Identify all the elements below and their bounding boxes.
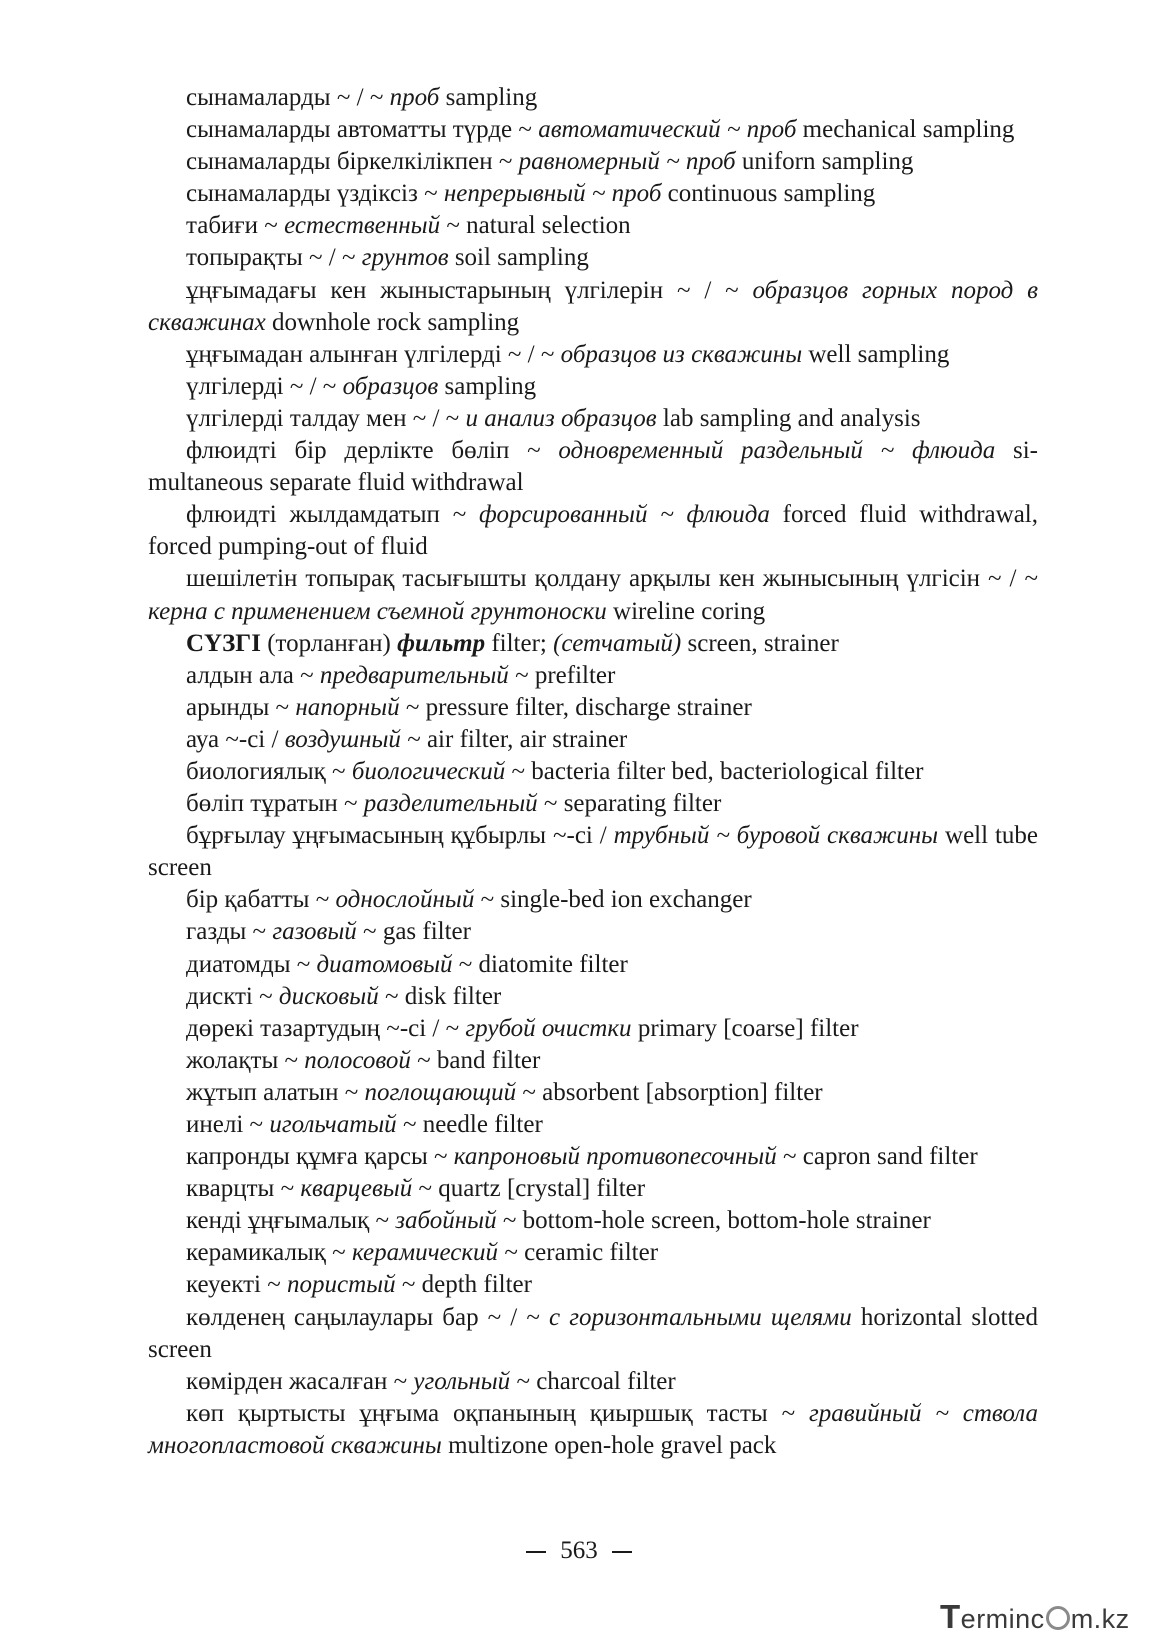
dictionary-entry — [148, 1237, 1038, 1269]
dictionary-entry — [148, 981, 1038, 1013]
term-english: forced fluid withdrawal, forced pumping-out of fluid — [148, 501, 1038, 561]
term-russian: игольчатый — [269, 1111, 397, 1138]
term-english: ~ charcoal filter — [510, 1367, 676, 1395]
dictionary-entry — [148, 563, 1038, 627]
term-kazakh: ұңғымадан алынған үлгілерді ~ / ~ — [186, 340, 561, 368]
dictionary-entry — [148, 210, 1038, 242]
termincom-logo — [940, 1598, 1130, 1634]
dictionary-entry — [148, 724, 1038, 756]
dictionary-entry — [148, 788, 1038, 820]
term-russian: непрерывный ~ проб — [443, 180, 662, 208]
term-russian: керамический — [351, 1239, 499, 1267]
dictionary-entry — [148, 884, 1038, 916]
dictionary-entry — [148, 1077, 1038, 1109]
term-kazakh: көмірден жасалған ~ — [186, 1367, 414, 1395]
dictionary-entry — [148, 371, 1038, 403]
dictionary-entry — [148, 820, 1038, 884]
dictionary-entry — [148, 114, 1038, 146]
term-kazakh: кенді ұңғымалық ~ — [186, 1207, 396, 1235]
dictionary-entry — [148, 692, 1038, 724]
headword-kazakh: СҮЗГІ — [186, 629, 261, 657]
term-english: ~ natural selection — [440, 212, 631, 240]
term-english: ~ air filter, air strainer — [400, 725, 628, 753]
term-english: downhole rock sampling — [265, 308, 520, 336]
term-english: horizontal slotted screen — [148, 1303, 1038, 1363]
term-english: sampling — [438, 372, 537, 400]
term-kazakh: диатомды ~ — [186, 950, 317, 978]
term-russian: образцов из скважины — [560, 340, 803, 368]
term-kazakh: бір қабатты ~ — [186, 886, 336, 914]
dictionary-entry — [148, 275, 1038, 339]
logo-ring-icon — [1046, 1606, 1070, 1630]
logo-letter-t: T — [940, 1598, 961, 1635]
dictionary-entry — [148, 1269, 1038, 1301]
headword-entry — [148, 628, 1038, 660]
term-kazakh: жолақты ~ — [186, 1046, 305, 1074]
term-english: ~ band filter — [410, 1046, 541, 1074]
term-english: ~ bottom-hole screen, bottom-hole strainer — [496, 1207, 931, 1235]
term-kazakh: бөліп тұратын ~ — [186, 790, 364, 818]
term-kazakh: шешілетін топырақ тасығышты қолдану арқылы кен жынысының үлгісін ~ / ~ — [186, 565, 1038, 593]
term-english: ~ single-bed ion exchanger — [474, 886, 752, 914]
term-english: lab sampling and analysis — [656, 404, 921, 432]
term-russian: одновременный раздельный ~ флюида — [558, 437, 996, 465]
dictionary-entry — [148, 339, 1038, 371]
dictionary-entry — [148, 499, 1038, 563]
term-kazakh: инелі ~ — [186, 1111, 270, 1138]
term-kazakh: сынамаларды біркелкілікпен ~ — [186, 148, 519, 176]
term-russian: образцов — [342, 372, 439, 400]
term-russian: кварцевый — [300, 1175, 413, 1203]
term-english: ~ depth filter — [395, 1271, 532, 1299]
term-kazakh: керамикалық ~ — [186, 1239, 352, 1267]
term-russian: равномерный ~ проб — [518, 148, 736, 176]
term-english: mechanical sampling — [796, 116, 1015, 144]
dictionary-entry — [148, 178, 1038, 210]
term-kazakh: дөрекі тазартудың ~-сі / ~ — [186, 1014, 466, 1042]
term-russian: угольный — [413, 1367, 511, 1395]
term-russian: газовый — [272, 918, 357, 946]
term-russian: грубой очистки — [465, 1014, 632, 1042]
term-english: ~ diatomite filter — [452, 950, 628, 978]
term-russian: поглощающий — [364, 1078, 517, 1106]
term-kazakh: биологиялық ~ — [186, 757, 352, 785]
term-russian: проб — [389, 84, 440, 111]
dictionary-entry — [148, 1205, 1038, 1237]
term-russian: автоматический ~ проб — [538, 116, 797, 144]
term-english: ~ needle filter — [396, 1111, 543, 1138]
dictionary-entry — [148, 82, 1038, 114]
term-english: sampling — [439, 84, 538, 111]
dictionary-entry — [148, 1302, 1038, 1366]
term-kazakh: сынамаларды ~ / ~ — [186, 84, 390, 111]
term-kazakh: арынды ~ — [186, 693, 296, 721]
dictionary-entry — [148, 1013, 1038, 1045]
dictionary-entry — [148, 1173, 1038, 1205]
term-kazakh: сынамаларды автоматты түрде ~ — [186, 116, 539, 144]
headword-english: filter; — [485, 629, 554, 657]
term-english: uniforn sampling — [735, 148, 914, 176]
dictionary-entry — [148, 916, 1038, 948]
dictionary-entry — [148, 146, 1038, 178]
term-russian: биологический — [351, 757, 506, 785]
term-english: continuous sampling — [661, 180, 876, 208]
term-russian: образцов горных пород в скважинах — [148, 276, 1038, 336]
logo-text-rest: m.kz — [1070, 1604, 1130, 1634]
term-english: primary [coarse] filter — [631, 1014, 859, 1042]
term-kazakh: үлгілерді талдау мен ~ / ~ — [186, 404, 466, 432]
logo-text: erminc — [960, 1604, 1045, 1634]
term-russian: капроновый противопесочный — [453, 1143, 777, 1171]
dictionary-entry — [148, 1366, 1038, 1398]
dictionary-entry — [148, 1045, 1038, 1077]
term-russian: пористый — [286, 1271, 396, 1299]
dictionary-entry — [148, 242, 1038, 274]
footer-dash-right — [612, 1551, 632, 1553]
page-number: 563 — [560, 1537, 598, 1564]
term-russian: форсированный ~ флюида — [479, 501, 770, 529]
term-russian: воздушный — [284, 725, 401, 753]
term-english: ~ quartz [crystal] filter — [412, 1175, 646, 1203]
term-kazakh: сынамаларды үздіксіз ~ — [186, 180, 444, 208]
term-kazakh: флюидті бір дерлікте бөліп ~ — [186, 437, 559, 465]
term-russian: однослойный — [335, 886, 475, 914]
term-english: ~ gas filter — [356, 918, 471, 946]
term-russian: напорный — [295, 693, 400, 721]
term-english: ~ capron sand filter — [776, 1143, 978, 1171]
dictionary-entry — [148, 756, 1038, 788]
dictionary-entry — [148, 435, 1038, 499]
term-kazakh: табиғи ~ — [186, 212, 285, 240]
footer-dash-left — [526, 1551, 546, 1553]
term-english: ~ ceramic filter — [498, 1239, 659, 1267]
term-english: multizone open-hole gravel pack — [441, 1431, 777, 1459]
term-kazakh: ауа ~-сі / — [186, 725, 285, 753]
term-kazakh: алдын ала ~ — [186, 661, 320, 689]
term-kazakh: ұңғымадағы кен жыныстарының үлгілерін ~ / ~ — [186, 276, 753, 304]
term-kazakh: топырақты ~ / ~ — [186, 244, 362, 272]
page-footer — [0, 1537, 1158, 1565]
term-russian: естественный — [284, 212, 441, 240]
term-english: ~ bacteria filter bed, bacteriological filter — [505, 757, 924, 785]
term-kazakh: кеуекті ~ — [186, 1271, 287, 1299]
dictionary-entry — [148, 403, 1038, 435]
term-russian: с горизонтальными щелями — [549, 1303, 852, 1331]
term-english: ~ disk filter — [378, 982, 502, 1010]
term-russian: грунтов — [361, 244, 449, 272]
term-english: ~ prefilter — [508, 661, 616, 689]
term-english: ~ absorbent [absorption] filter — [516, 1078, 823, 1106]
headword-english-2: screen, strainer — [681, 629, 839, 657]
term-english: simultaneous separate fluid withdrawal — [148, 437, 1038, 497]
term-russian: дисковый — [278, 982, 379, 1010]
term-english: wireline coring — [606, 597, 766, 625]
term-english: ~ pressure filter, discharge strainer — [399, 693, 752, 721]
headword-qualifier: (торланған) — [260, 629, 398, 657]
dictionary-entry — [148, 1141, 1038, 1173]
term-kazakh: көп қыртысты ұңғыма оқпанының қиыршық тасты ~ — [186, 1399, 810, 1427]
term-english: ~ separating filter — [537, 790, 722, 818]
dictionary-entry — [148, 1398, 1038, 1462]
dictionary-entry — [148, 1109, 1038, 1141]
term-russian: гравийный ~ ствола многопластовой скважины — [148, 1399, 1038, 1459]
dictionary-page — [148, 82, 1038, 1462]
term-kazakh: көлденең саңылаулары бар ~ / ~ — [186, 1303, 549, 1331]
term-russian: разделительный — [363, 790, 538, 818]
term-english: well sampling — [802, 340, 950, 368]
term-kazakh: кварцты ~ — [186, 1175, 301, 1203]
term-russian: трубный ~ буровой скважины — [613, 822, 939, 850]
headword-russian-qualifier: (сетчатый) — [553, 629, 682, 657]
term-russian: диатомовый — [316, 950, 453, 978]
dictionary-entry — [148, 660, 1038, 692]
term-kazakh: бұрғылау ұңғымасының құбырлы ~-сі / — [186, 822, 614, 850]
term-kazakh: үлгілерді ~ / ~ — [186, 372, 343, 400]
term-english: well tube screen — [148, 822, 1038, 882]
term-english: soil sampling — [448, 244, 589, 272]
term-russian: керна с применением съемной грунтоноски — [148, 597, 607, 625]
term-kazakh: дискті ~ — [186, 982, 279, 1010]
term-russian: и анализ образцов — [465, 404, 657, 432]
term-kazakh: капронды құмға қарсы ~ — [186, 1143, 454, 1171]
term-russian: полосовой — [304, 1046, 411, 1074]
term-russian: предварительный — [319, 661, 509, 689]
headword-russian: фильтр — [397, 629, 486, 657]
dictionary-entry — [148, 949, 1038, 981]
term-kazakh: флюидті жылдамдатып ~ — [186, 501, 480, 529]
term-russian: забойный — [395, 1207, 497, 1235]
term-kazakh: газды ~ — [186, 918, 273, 946]
term-kazakh: жұтып алатын ~ — [186, 1078, 365, 1106]
